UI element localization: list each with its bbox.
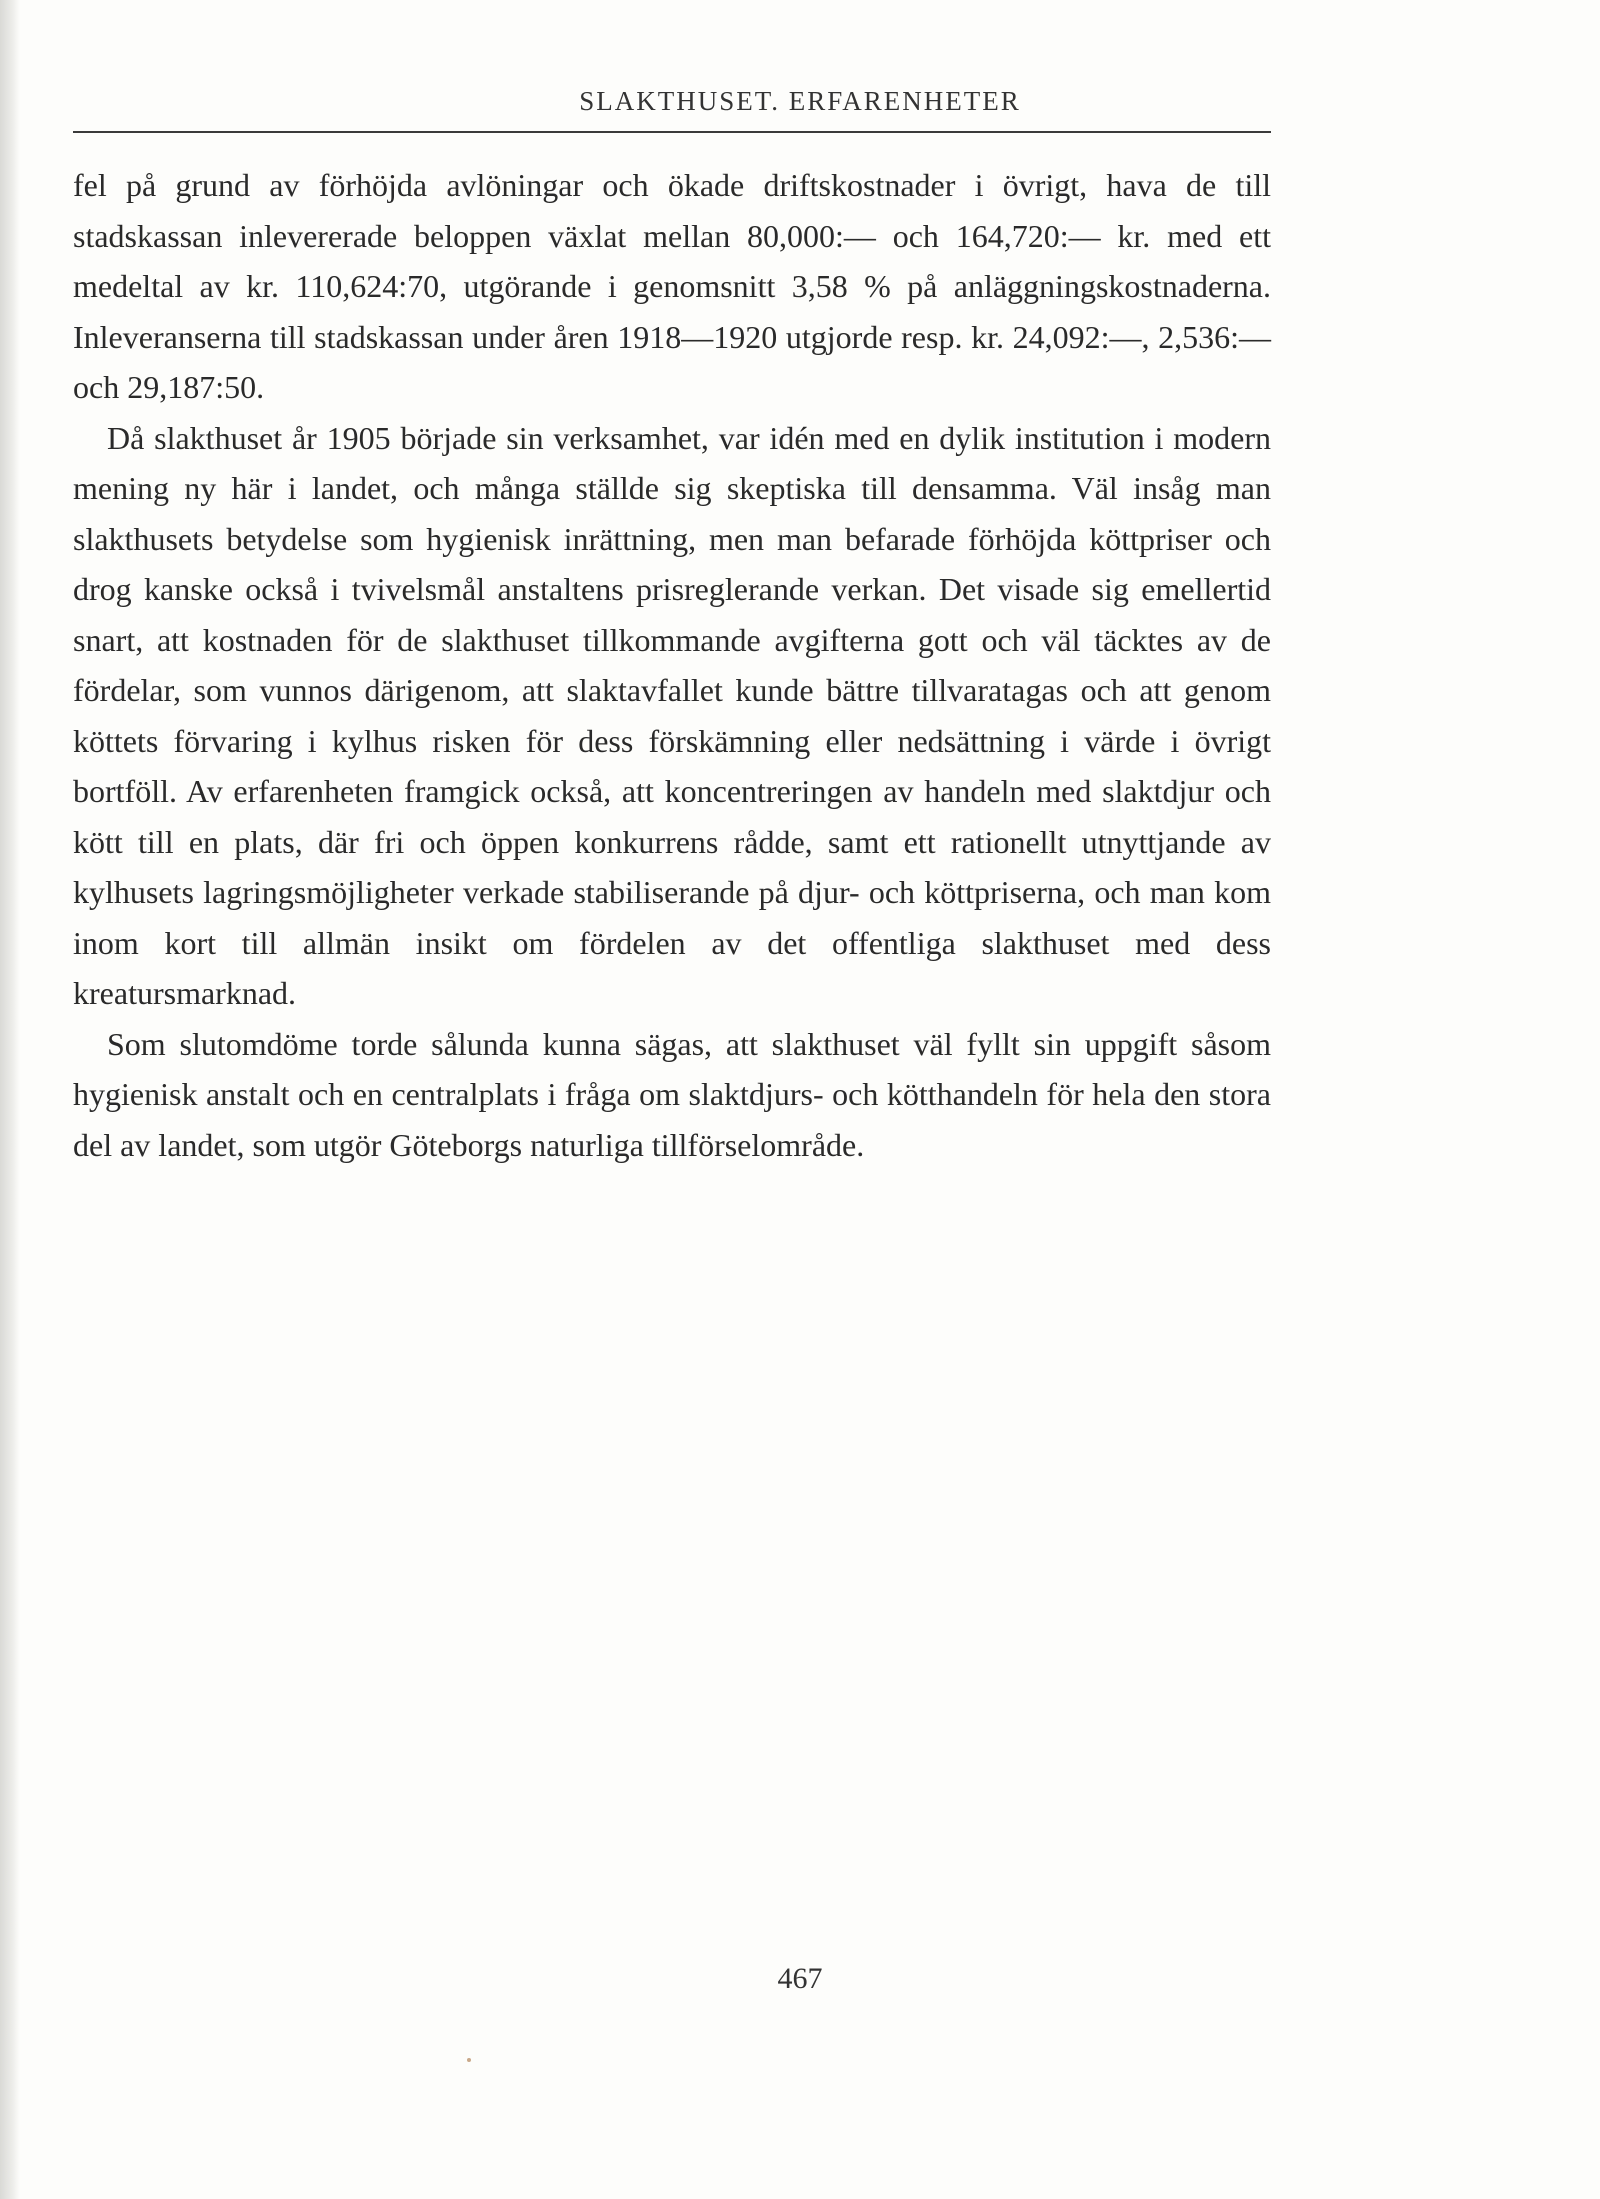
paragraph-1: fel på grund av förhöjda avlöningar och ökade driftskostnader i övrigt, hava de till stadskassan inlevererade beloppen växlat mellan 80,000:— och 164,720:— kr. med ett medeltal av kr. 110,624:70, utgörande i genomsnitt 3,58 % på anläggningskostnaderna. Inleveranserna till stadskassan under åren 1918—1920 utgjorde resp. kr. 24,092:—, 2,536:— och 29,187:50. [73, 167, 1271, 405]
paragraph-3: Som slutomdöme torde sålunda kunna sägas, att slakthuset väl fyllt sin uppgift såsom hygienisk anstalt och en centralplats i fråga om slaktdjurs- och kötthandeln för hela den stora del av landet, som utgör Göteborgs naturliga tillförselområde. [73, 1025, 1271, 1163]
running-head: SLAKTHUSET. ERFARENHETER [579, 86, 1021, 116]
page-number: 467 [777, 1962, 823, 1995]
header-rule [73, 131, 1271, 133]
paper-speck [467, 2058, 471, 2062]
body-text [73, 160, 1271, 1170]
paragraph-2: Då slakthuset år 1905 började sin verksamhet, var idén med en dylik institution i modern mening ny här i landet, och många ställde sig skeptiska till densamma. Väl insåg man slakthusets betydelse som hygienisk inrättning, men man befarade förhöjda köttpriser och drog kanske också i tvivelsmål anstaltens prisreglerande verkan. Det visade sig emellertid snart, att kostnaden för de slakthuset tillkommande avgifterna gott och väl täcktes av de fördelar, som vunnos därigenom, att slaktavfallet kunde bättre tillvaratagas och att genom köttets förvaring i kylhus risken för dess förskämning eller nedsättning i värde i övrigt bortföll. Av erfarenheten framgick också, att koncentreringen av handeln med slaktdjur och kött till en plats, där fri och öppen konkurrens rådde, samt ett rationellt utnyttjande av kylhusets lagringsmöjligheter verkade stabiliserande på djur- och köttpriserna, och man kom inom kort till allmän insikt om fördelen av det offentliga slakthuset med dess kreatursmarknad. [73, 419, 1271, 1011]
page-edge-shadow [0, 0, 20, 2199]
